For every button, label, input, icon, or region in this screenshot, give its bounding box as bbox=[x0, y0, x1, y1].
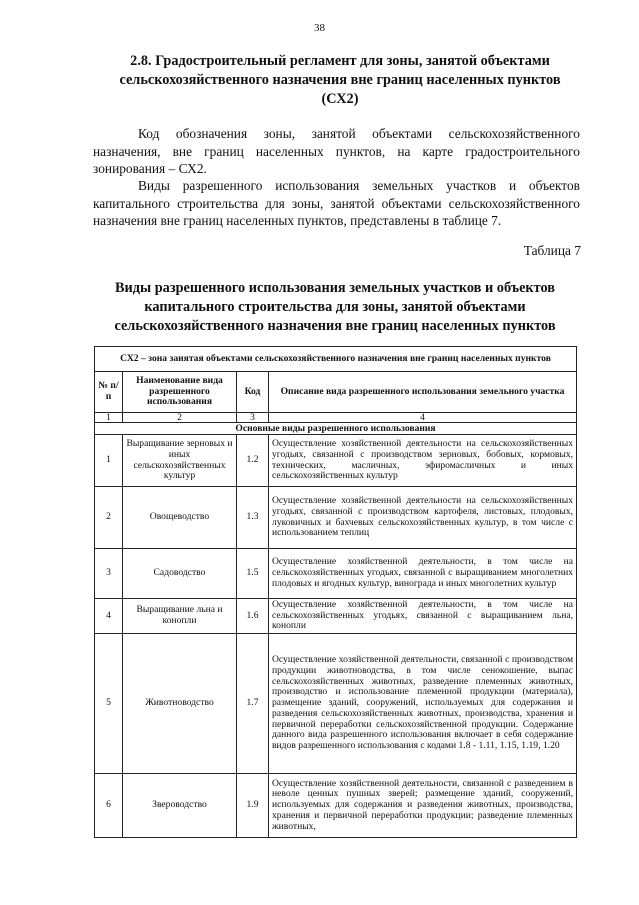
page-number: 38 bbox=[314, 22, 325, 34]
group-title: Основные виды разрешенного использования bbox=[95, 423, 577, 435]
table-label: Таблица 7 bbox=[523, 243, 581, 258]
row-name: Выращивание льна и конопли bbox=[123, 599, 237, 634]
row-name: Выращивание зерновых и иных сельскохозяйственных культур bbox=[123, 435, 237, 487]
header-number: № п/п bbox=[95, 372, 123, 413]
row-description: Осуществление хозяйственной деятельности, в том числе на сельскохозяйственных угодьях, связанной с выращиванием многолетних плодовых и ягодных культур, винограда и иных многолетних культур bbox=[269, 549, 577, 599]
table-caption: СХ2 – зона занятая объектами сельскохозяйственного назначения вне границ населенных пунктов bbox=[95, 347, 577, 372]
row-code: 1.3 bbox=[237, 487, 269, 549]
row-description: Осуществление хозяйственной деятельности, связанной с разведением в неволе ценных пушных зверей; размещение зданий, сооружений, используемых для содержания и разведения животных, производства, хранения и первичной переработки продукции; разведение племенных животных, bbox=[269, 774, 577, 838]
row-number: 3 bbox=[95, 549, 123, 599]
row-name: Овощеводство bbox=[123, 487, 237, 549]
header-description: Описание вида разрешенного использования земельного участка bbox=[269, 372, 577, 413]
table-row bbox=[95, 435, 577, 487]
header-code: Код bbox=[237, 372, 269, 413]
column-number-1: 1 bbox=[95, 413, 123, 423]
row-number: 1 bbox=[95, 435, 123, 487]
column-number-2: 2 bbox=[123, 413, 237, 423]
table-row bbox=[95, 487, 577, 549]
paragraph-zone-code-text: Код обозначения зоны, занятой объектами сельскохозяйственного назначения, вне границ населенных пунктов, на карте градостроительного зонирования – СХ2. bbox=[93, 126, 580, 177]
row-code: 1.5 bbox=[237, 549, 269, 599]
row-number: 5 bbox=[95, 634, 123, 774]
row-name: Животноводство bbox=[123, 634, 237, 774]
row-description: Осуществление хозяйственной деятельности на сельскохозяйственных угодьях, связанной с производством картофеля, листовых, плодовых, луковичных и бахчевых сельскохозяйственных культур, в том числе с использованием теплиц bbox=[269, 487, 577, 549]
column-number-3: 3 bbox=[237, 413, 269, 423]
row-code: 1.2 bbox=[237, 435, 269, 487]
row-code: 1.9 bbox=[237, 774, 269, 838]
table-row bbox=[95, 599, 577, 634]
row-number: 2 bbox=[95, 487, 123, 549]
row-description: Осуществление хозяйственной деятельности, связанной с производством продукции животноводства, в том числе сенокошение, выпас сельскохозяйственных животных, разведение племенных животных, производство и использование племенной продукции (материала), размещение зданий, сооружений, используемых для содержания и разведения сельскохозяйственных животных, производства, хранения и первичной переработки сельскохозяйственной продукции. Содержание данного вида разрешенного использования включает в себя содержание видов разрешенного использования с кодами 1.8 - 1.11, 1.15, 1.19, 1.20 bbox=[269, 634, 577, 774]
row-number: 6 bbox=[95, 774, 123, 838]
table-row bbox=[95, 774, 577, 838]
row-name: Звероводство bbox=[123, 774, 237, 838]
row-name: Садоводство bbox=[123, 549, 237, 599]
row-description: Осуществление хозяйственной деятельности на сельскохозяйственных угодьях, связанной с производством зерновых, бобовых, кормовых, технических, масличных, эфиромасличных и иных сельскохозяйственных культур bbox=[269, 435, 577, 487]
column-number-4: 4 bbox=[269, 413, 577, 423]
row-code: 1.6 bbox=[237, 599, 269, 634]
table-title: Виды разрешенного использования земельных участков и объектов капитального строительства для зоны, занятой объектами сельскохозяйственного назначения вне границ населенных пунктов bbox=[114, 280, 556, 334]
table-row bbox=[95, 634, 577, 774]
paragraph-usage-types-text: Виды разрешенного использования земельных участков и объектов капитального строительства для зоны, занятой объектами сельскохозяйственного назначения вне границ населенных пунктов, представлены в таблице 7. bbox=[93, 178, 580, 229]
table-row bbox=[95, 549, 577, 599]
usage-table bbox=[94, 346, 577, 838]
paragraph-zone-code bbox=[93, 125, 580, 178]
row-description: Осуществление хозяйственной деятельности, в том числе на сельскохозяйственных угодьях, связанной с выращиванием льна, конопли bbox=[269, 599, 577, 634]
row-code: 1.7 bbox=[237, 634, 269, 774]
paragraph-usage-types bbox=[93, 177, 580, 230]
row-number: 4 bbox=[95, 599, 123, 634]
header-name: Наименование вида разрешенного использования bbox=[123, 372, 237, 413]
section-title: 2.8. Градостроительный регламент для зоны, занятой объектами сельскохозяйственного назначения вне границ населенных пунктов (СХ2) bbox=[119, 53, 561, 107]
